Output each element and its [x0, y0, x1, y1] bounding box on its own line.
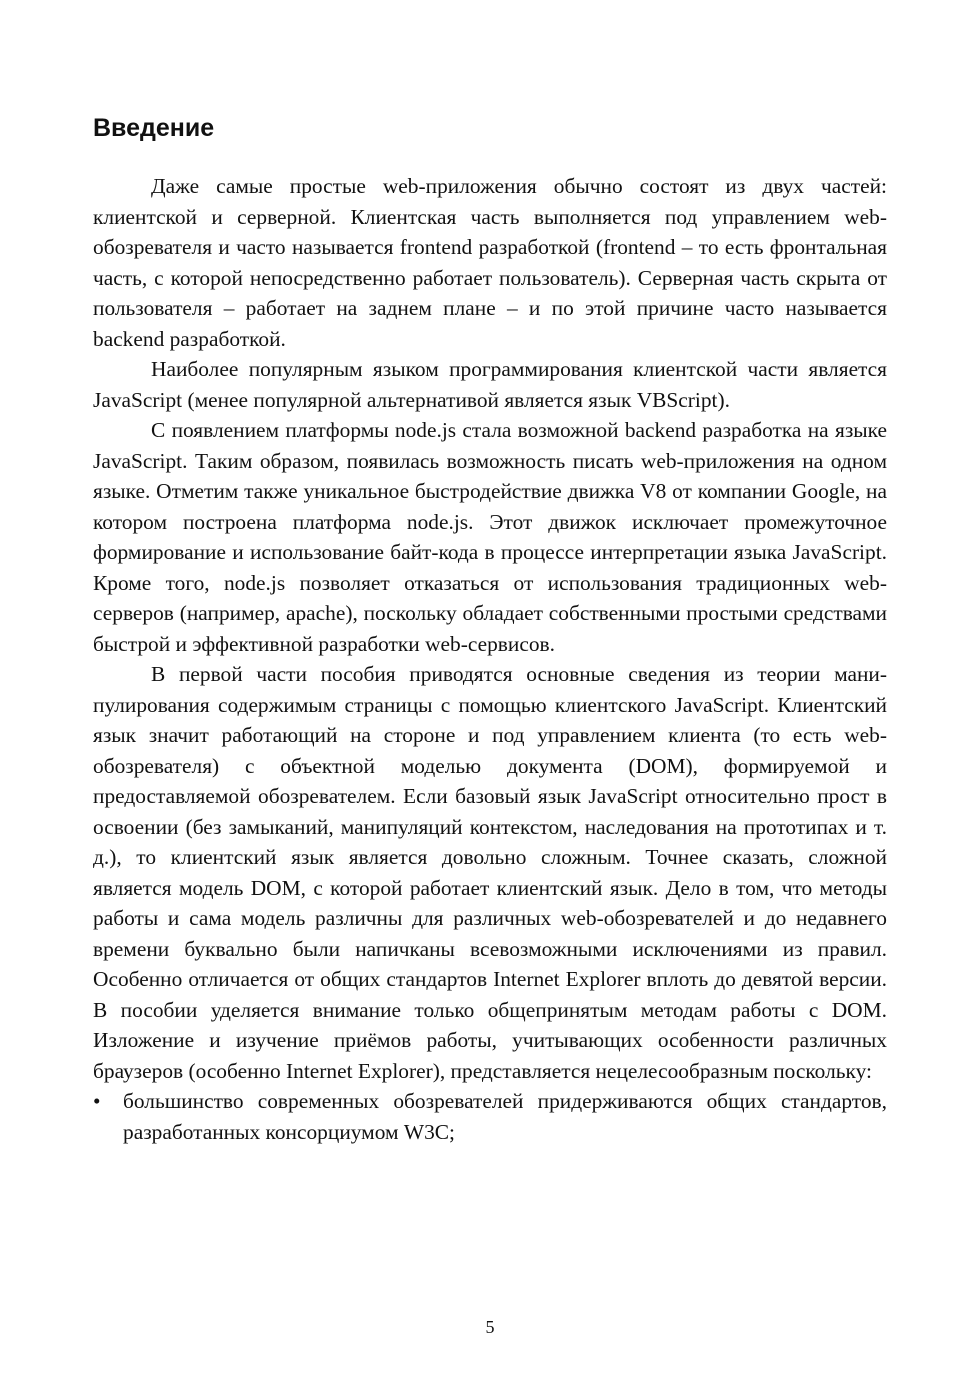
document-page — [93, 0, 887, 1386]
section-heading: Введение — [93, 114, 215, 142]
paragraph-3: С появлением платформы node.js стала возможной backend разработка на языке JavaScript. Таким образом, появилась возможность писать web-приложения на одном языке. Отметим также уникальное быстродействие движка V8 от компании Google, на котором построена платформа node.js. Этот движок исключает промежуточное формирование и использование байт-кода в процессе интерпретации языка JavaScript. Кроме того, node.js позволяет отказаться от использования традиционных web-серверов (например, apache), поскольку обладает собственными простыми средствами быстрой и эффективной разработки web-сервисов. — [93, 418, 887, 656]
bullet-icon: • — [93, 1089, 101, 1113]
list-item-text: большинство современных обозревателей придерживаются общих стандартов, разработанных консорциумом W3C; — [123, 1089, 887, 1144]
bullet-list — [93, 1086, 887, 1147]
list-item — [93, 1086, 887, 1147]
page-number: 5 — [485, 1317, 495, 1337]
paragraph-1: Даже самые простые web-приложения обычно состоят из двух частей: клиентской и серверной. Клиентская часть выполняется под управлением web-обозревателя и часто называется frontend разработкой (frontend – то есть фронтальная часть, с которой непосредственно работает пользователь). Серверная часть скрыта от пользователя – работает на заднем плане – и по этой причине часто называется backend разработкой. — [93, 174, 887, 351]
paragraph-4: В первой части пособия приводятся основные сведения из теории манипулирования содержимым страницы с помощью клиентского JavaScript. Клиентский язык значит работающий на стороне и под управлением клиента (то есть web-обозревателя) с объектной моделью документа (DOM), формируемой и предоставляемой обозревателем. Если базовый язык JavaScript относительно прост в освоении (без замыканий, манипуляций контекстом, наследования на прототипах и т. д.), то клиентский язык является довольно сложным. Точнее сказать, сложной является модель DOM, с которой работает клиентский язык. Дело в том, что методы работы и сама модель различны для различных web-обозревателей и до недавнего времени буквально были напичканы всевозможными исключениями из правил. Особенно отличается от общих стандартов Internet Explorer вплоть до девятой версии. В пособии уделяется внимание только общепринятым методам работы с DOM. Изложение и изучение приёмов работы, учитывающих особенности различных браузеров (особенно Internet Explorer), представляется нецелесообразным поскольку: — [93, 662, 887, 1083]
paragraph-2: Наиболее популярным языком программирования клиентской части является JavaScript (менее популярной альтернативой является язык VBScript). — [93, 357, 887, 412]
body-text — [93, 171, 887, 1147]
